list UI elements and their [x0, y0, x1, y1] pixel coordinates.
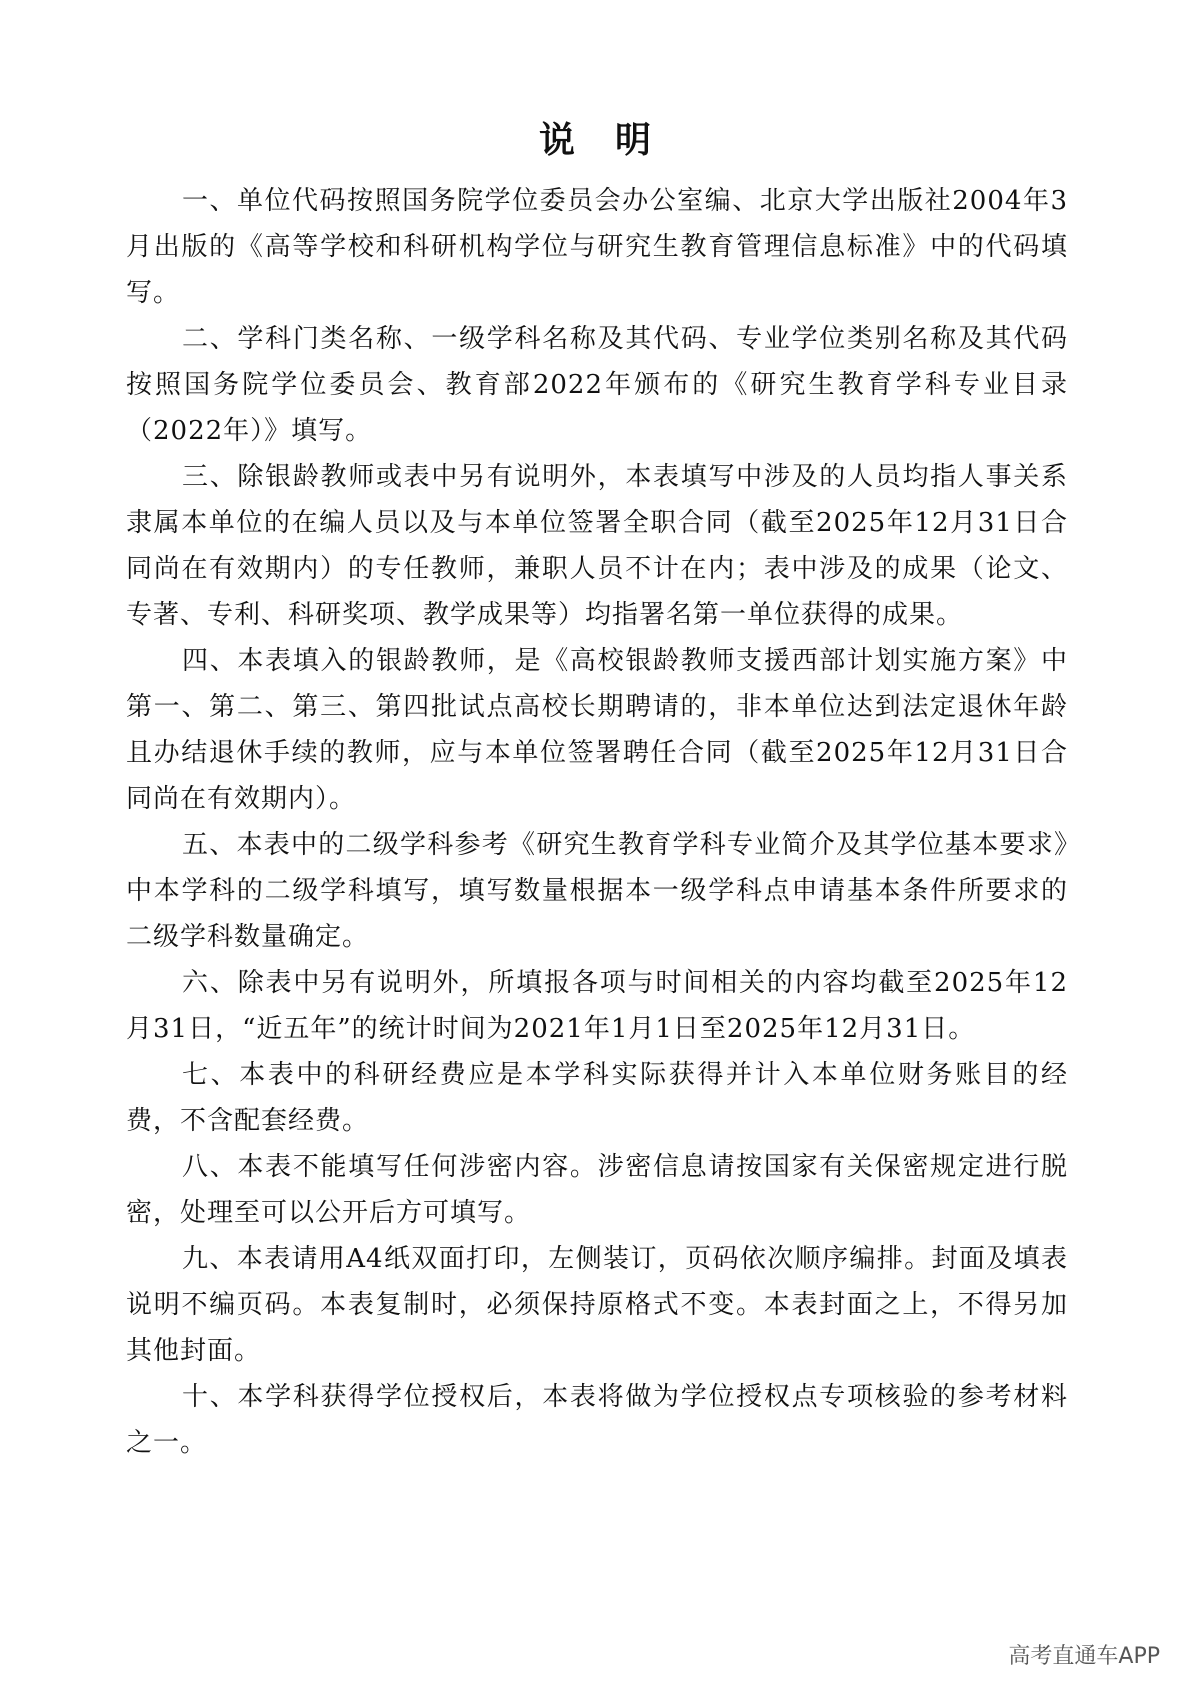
instruction-paragraph-10: 十、本学科获得学位授权后，本表将做为学位授权点专项核验的参考材料之一。 [126, 1382, 1068, 1458]
page-title: 说明 [538, 119, 691, 161]
instruction-paragraph-8: 八、本表不能填写任何涉密内容。涉密信息请按国家有关保密规定进行脱密，处理至可以公开后方可填写。 [126, 1152, 1068, 1228]
watermark-text: 高考直通车APP [1008, 1644, 1160, 1669]
instruction-paragraph-2: 二、学科门类名称、一级学科名称及其代码、专业学位类别名称及其代码按照国务院学位委员会、教育部2022年颁布的《研究生教育学科专业目录（2022年）》填写。 [126, 324, 1068, 446]
instruction-paragraph-9: 九、本表请用A4纸双面打印，左侧装订，页码依次顺序编排。封面及填表说明不编页码。本表复制时，必须保持原格式不变。本表封面之上，不得另加其他封面。 [126, 1244, 1068, 1366]
instruction-paragraph-5: 五、本表中的二级学科参考《研究生教育学科专业简介及其学位基本要求》中本学科的二级学科填写，填写数量根据本一级学科点申请基本条件所要求的二级学科数量确定。 [126, 830, 1068, 952]
instruction-paragraph-6: 六、除表中另有说明外，所填报各项与时间相关的内容均截至2025年12月31日，“近五年”的统计时间为2021年1月1日至2025年12月31日。 [126, 968, 1068, 1044]
instructions-body [126, 178, 1068, 1466]
instruction-paragraph-3: 三、除银龄教师或表中另有说明外，本表填写中涉及的人员均指人事关系隶属本单位的在编人员以及与本单位签署全职合同（截至2025年12月31日合同尚在有效期内）的专任教师，兼职人员不计在内；表中涉及的成果（论文、专著、专利、科研奖项、教学成果等）均指署名第一单位获得的成果。 [126, 462, 1068, 630]
instruction-paragraph-1: 一、单位代码按照国务院学位委员会办公室编、北京大学出版社2004年3月出版的《高等学校和科研机构学位与研究生教育管理信息标准》中的代码填写。 [126, 186, 1068, 308]
instruction-paragraph-4: 四、本表填入的银龄教师，是《高校银龄教师支援西部计划实施方案》中第一、第二、第三、第四批试点高校长期聘请的，非本单位达到法定退休年龄且办结退休手续的教师，应与本单位签署聘任合同（截至2025年12月31日合同尚在有效期内）。 [126, 646, 1068, 814]
instruction-paragraph-7: 七、本表中的科研经费应是本学科实际获得并计入本单位财务账目的经费，不含配套经费。 [126, 1060, 1068, 1136]
